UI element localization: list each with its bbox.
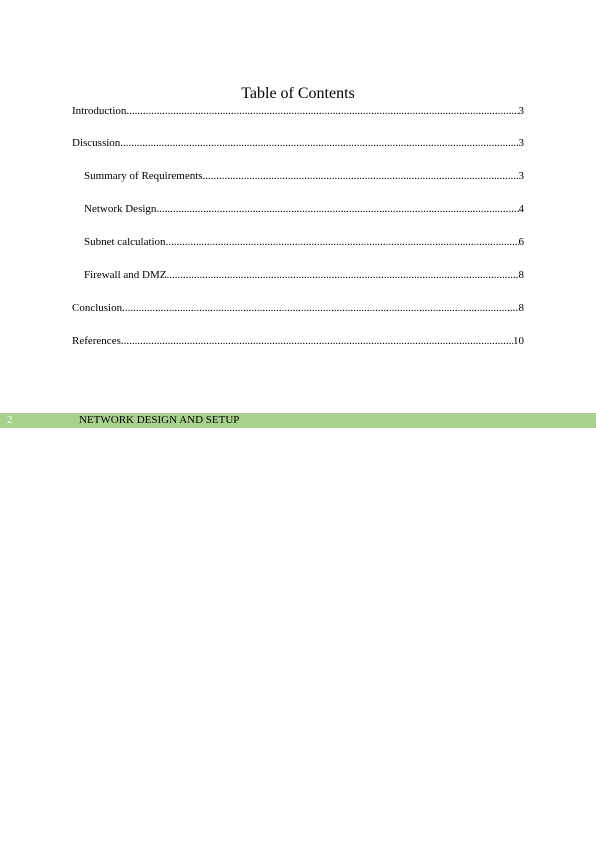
toc-entry-network-design[interactable] <box>84 201 524 217</box>
toc-dot-leader <box>126 103 518 119</box>
toc-entry-page: 3 <box>518 170 524 182</box>
toc-entry-label: Network Design <box>84 203 157 215</box>
toc-dot-leader <box>121 333 513 349</box>
toc-entry-label: Conclusion <box>72 302 123 314</box>
toc-dot-leader <box>156 201 518 217</box>
toc-entry-summary-of-requirements[interactable] <box>84 168 524 184</box>
toc-entry-page: 3 <box>518 105 524 117</box>
toc-entry-introduction[interactable] <box>72 103 524 119</box>
toc-entry-label: Summary of Requirements <box>84 170 203 182</box>
toc-entry-conclusion[interactable] <box>72 300 524 316</box>
toc-entry-label: Introduction <box>72 105 127 117</box>
toc-dot-leader <box>166 267 518 283</box>
toc-entry-page: 3 <box>518 137 524 149</box>
toc-entry-label: References <box>72 335 121 347</box>
toc-entry-label: Firewall and DMZ <box>84 269 167 281</box>
toc-entry-page: 8 <box>518 302 524 314</box>
toc-entry-references[interactable] <box>72 333 524 349</box>
toc-entry-discussion[interactable] <box>72 135 524 151</box>
toc-entry-page: 6 <box>518 236 524 248</box>
toc-entry-subnet-calculation[interactable] <box>84 234 524 250</box>
toc-dot-leader <box>120 135 518 151</box>
toc-title: Table of Contents <box>241 85 355 102</box>
toc-entry-label: Discussion <box>72 137 121 149</box>
page-number: 2 <box>7 414 13 426</box>
toc-dot-leader <box>122 300 518 316</box>
page-header-band <box>0 413 596 428</box>
toc-entry-firewall-and-dmz[interactable] <box>84 267 524 283</box>
toc-dot-leader <box>166 234 519 250</box>
running-header-title: NETWORK DESIGN AND SETUP <box>79 414 240 426</box>
toc-entry-page: 8 <box>518 269 524 281</box>
toc-entry-page: 4 <box>518 203 524 215</box>
toc-dot-leader <box>203 168 519 184</box>
toc-entry-label: Subnet calculation <box>84 236 166 248</box>
toc-entry-page: 10 <box>513 335 524 347</box>
